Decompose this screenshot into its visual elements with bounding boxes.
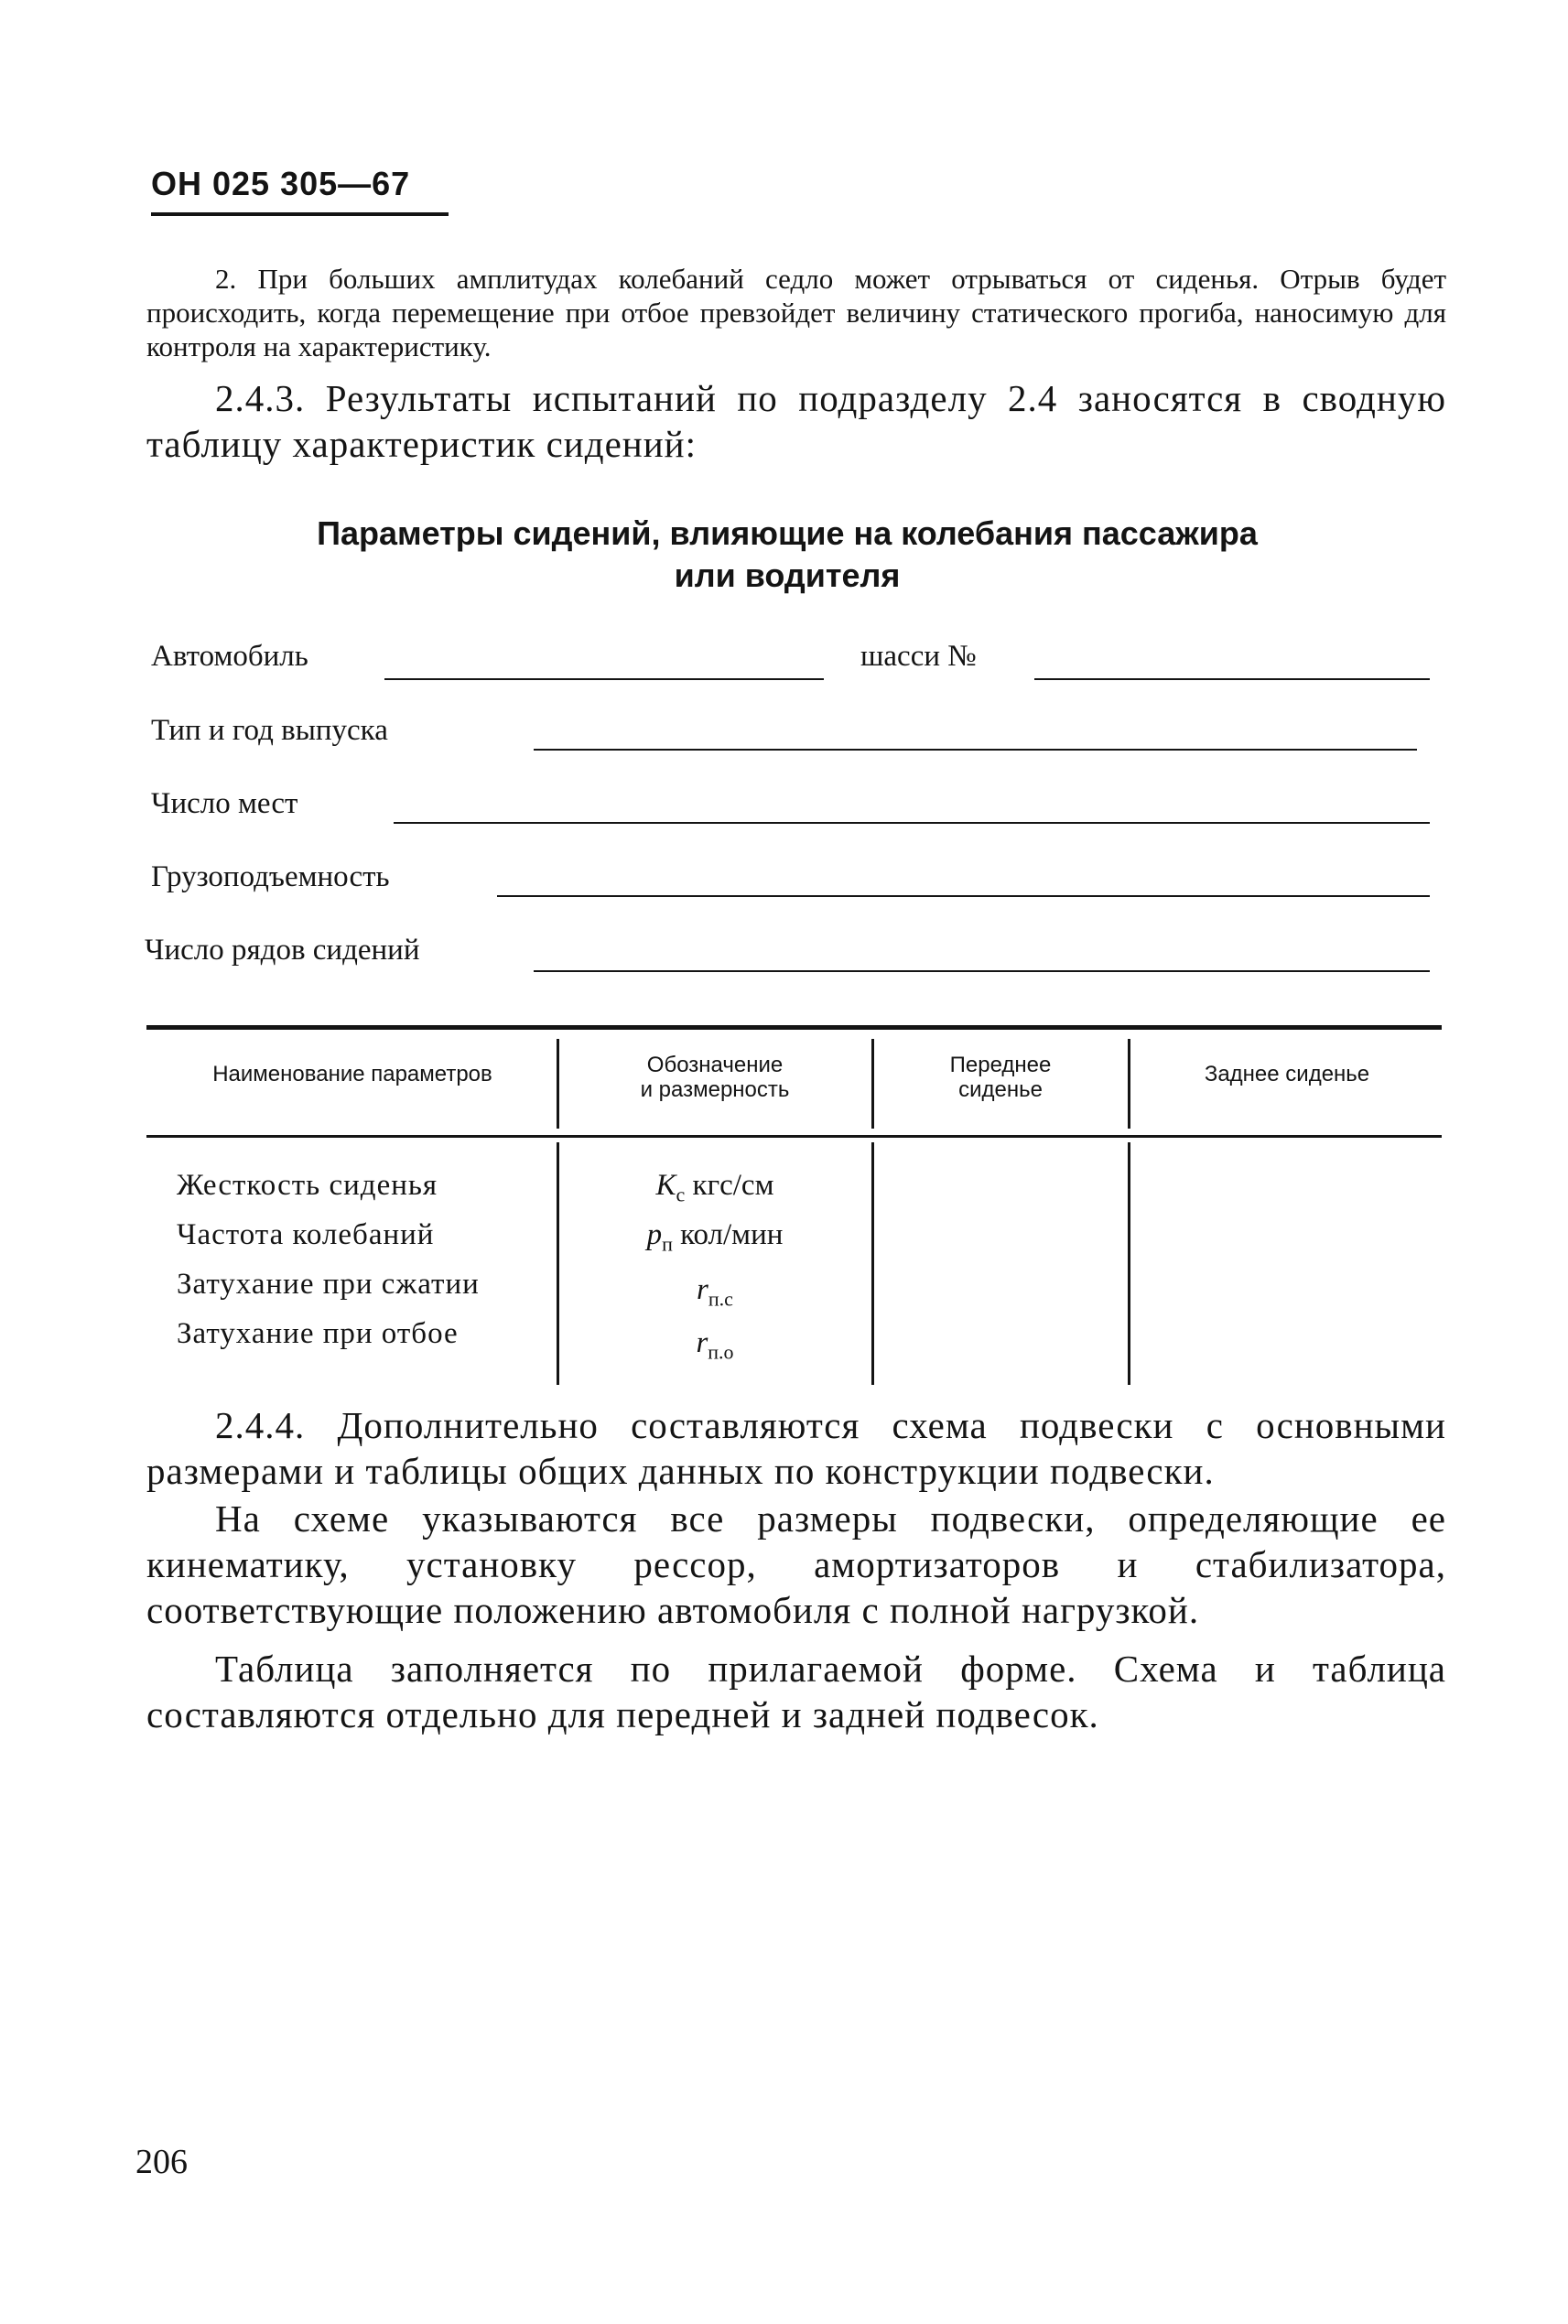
section-2-4-3 [146,375,1446,467]
table-header-rule [146,1135,1442,1138]
note-paragraph [146,262,1446,363]
table-row [177,1309,459,1358]
param-symbol: $p_п$ кол/мин [646,1218,784,1256]
param-symbol: $K_с$ кгс/см [655,1169,774,1206]
section-2-4-4 [146,1402,1446,1737]
table-title-line2: или водителя [674,557,901,594]
type-year-field[interactable] [534,749,1417,751]
capacity-label: Грузоподъемность [151,860,390,893]
section-2-4-4-para3: Таблица заполняется по прилагаемой форме. Схема и таблица составляются отдельно для передней и задней подвесок. [146,1648,1446,1735]
chassis-label: шасси № [860,640,977,673]
seat-rows-field[interactable] [534,970,1430,972]
document-code: ОН 025 305—67 [151,165,411,202]
table-divider [1128,1039,1130,1129]
type-year-label: Тип и год выпуска [151,714,388,747]
param-symbol: $r_{п.о}$ [696,1326,734,1364]
header-rule [151,212,449,216]
capacity-field[interactable] [497,895,1430,897]
vehicle-field[interactable] [384,678,824,680]
seats-field[interactable] [394,822,1430,824]
section-2-4-4-para2: На схеме указываются все размеры подвески, определяющие ее кинематику, установку рессор, амортизаторов и стабилизатора, соответствующие положению автомобиля с полной нагрузкой. [146,1497,1446,1631]
table-row [177,1161,438,1210]
header-rear-seat: Заднее сиденье [1204,1062,1370,1086]
header-front-seat: Переднее сиденье [949,1053,1052,1102]
seats-label: Число мест [151,787,298,820]
header-designation: Обозначение и размерность [640,1053,790,1102]
section-2-4-3-text: 2.4.3. Результаты испытаний по подразделу 2.4 заносятся в сводную таблицу характеристик сидений: [146,377,1446,465]
page-number: 206 [135,2143,188,2181]
note-text: 2. При больших амплитудах колебаний седло может отрываться от сиденья. Отрыв будет происходить, когда перемещение при отбое превзойдет величину статического прогиба, наносимую для контроля на характеристику. [146,263,1446,362]
table-row [177,1210,434,1259]
table-divider [871,1039,874,1129]
vehicle-label: Автомобиль [151,640,308,673]
table-top-rule [146,1025,1442,1030]
param-name: Жесткость сиденья [177,1169,438,1202]
table-divider [1128,1142,1130,1385]
chassis-field[interactable] [1034,678,1430,680]
table-divider [557,1142,559,1385]
param-name: Затухание при отбое [177,1317,459,1350]
table-divider [871,1142,874,1385]
table-row [177,1259,480,1309]
param-symbol: $r_{п.с}$ [697,1273,733,1311]
table-title [183,513,1391,597]
seat-rows-label: Число рядов сидений [145,934,420,967]
section-2-4-4-para1: 2.4.4. Дополнительно составляются схема подвески с основными размерами и таблицы общих данных по конструкции подвески. [146,1404,1446,1492]
table-title-line1: Параметры сидений, влияющие на колебания пассажира [317,514,1258,552]
table-divider [557,1039,559,1129]
header-param-name: Наименование параметров [212,1062,492,1086]
param-name: Затухание при сжатии [177,1268,480,1301]
param-name: Частота колебаний [177,1218,435,1251]
